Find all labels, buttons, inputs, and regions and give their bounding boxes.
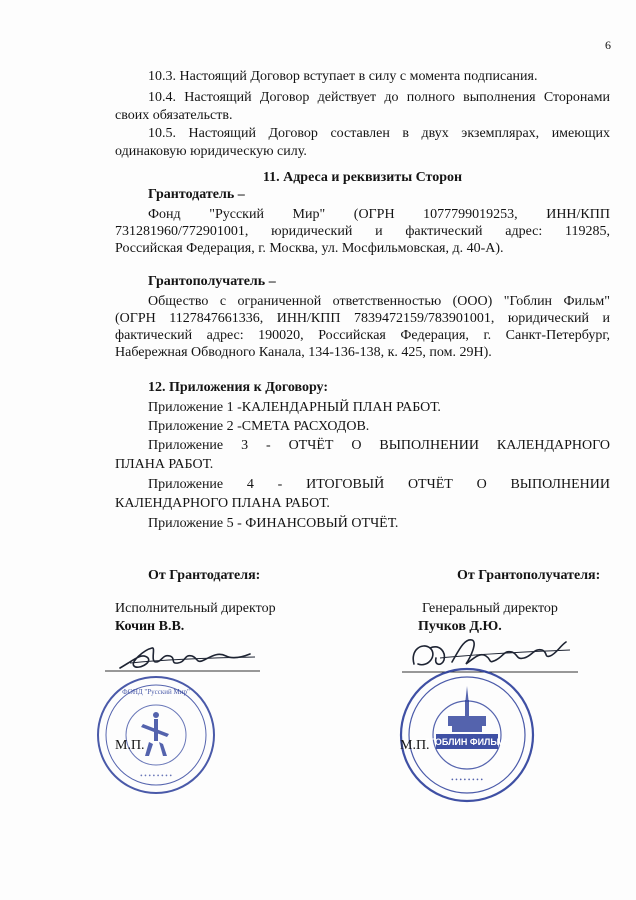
clause-10-5-line2: одинаковую юридическую силу. — [115, 144, 307, 159]
grantor-signature-heading: От Грантодателя: — [148, 568, 261, 583]
appendix-4-line2: КАЛЕНДАРНОГО ПЛАНА РАБОТ. — [115, 496, 330, 511]
appendix-3-line2: ПЛАНА РАБОТ. — [115, 457, 214, 472]
section-11-heading: 11. Адреса и реквизиты Сторон — [262, 170, 463, 185]
grantee-stamp — [396, 664, 538, 806]
grantee-line4: Набережная Обводного Канала, 134-136-138, к. 425, пом. 29Н). — [115, 345, 492, 360]
appendix-2: Приложение 2 -СМЕТА РАСХОДОВ. — [148, 419, 370, 434]
page-number: 6 — [605, 38, 611, 52]
clause-10-4-line1: 10.4. Настоящий Договор действует до полного выполнения Сторонами — [148, 90, 610, 105]
svg-text:• • • • • • • •: • • • • • • • • — [140, 772, 172, 780]
grantor-position: Исполнительный директор — [115, 601, 276, 616]
appendix-3-line1: Приложение 3 - ОТЧЁТ О ВЫПОЛНЕНИИ КАЛЕНДАРНОГО — [148, 438, 610, 453]
grantor-signatory-name: Кочин В.В. — [115, 619, 185, 634]
section-12-heading: 12. Приложения к Договору: — [148, 380, 329, 395]
grantee-seal-mark: М.П. — [400, 738, 430, 753]
grantee-signature-heading: От Грантополучателя: — [457, 568, 601, 583]
grantee-position: Генеральный директор — [422, 601, 558, 616]
grantor-stamp — [93, 672, 219, 798]
grantee-line2: (ОГРН 1127847661336, ИНН/КПП 7839472159/783901001, юридический и — [115, 311, 610, 326]
appendix-1: Приложение 1 -КАЛЕНДАРНЫЙ ПЛАН РАБОТ. — [148, 400, 441, 415]
clause-10-5-line1: 10.5. Настоящий Договор составлен в двух экземплярах, имеющих — [148, 126, 610, 141]
svg-text:• • • • • • • •: • • • • • • • • — [451, 776, 483, 784]
grantor-line2: 731281960/772901001, юридический и фактический адрес: 119285, — [115, 224, 610, 239]
appendix-4-line1: Приложение 4 - ИТОГОВЫЙ ОТЧЁТ О ВЫПОЛНЕНИИ — [148, 477, 610, 492]
clause-10-3: 10.3. Настоящий Договор вступает в силу с момента подписания. — [148, 69, 538, 84]
appendix-5: Приложение 5 - ФИНАНСОВЫЙ ОТЧЁТ. — [148, 516, 399, 531]
clause-10-4-line2: своих обязательств. — [115, 108, 233, 123]
grantee-signatory-name: Пучков Д.Ю. — [418, 619, 502, 634]
grantee-line1: Общество с ограниченной ответственностью (ООО) "Гоблин Фильм" — [148, 294, 610, 309]
grantor-seal-mark: М.П. — [115, 738, 145, 753]
grantor-line1: Фонд "Русский Мир" (ОГРН 1077799019253, ИНН/КПП — [148, 207, 610, 222]
grantee-stamp-text: "ГОБЛИН ФИЛЬМ" — [425, 737, 509, 747]
grantee-line3: фактический адрес: 190020, Российская Федерация, г. Санкт-Петербург, — [115, 328, 610, 343]
grantor-line3: Российская Федерация, г. Москва, ул. Мосфильмовская, д. 40-А). — [115, 241, 504, 256]
grantee-label: Грантополучатель – — [148, 274, 276, 289]
grantor-stamp-text: ФОНД "Русский Мир" — [122, 688, 190, 696]
grantor-label: Грантодатель – — [148, 187, 245, 202]
